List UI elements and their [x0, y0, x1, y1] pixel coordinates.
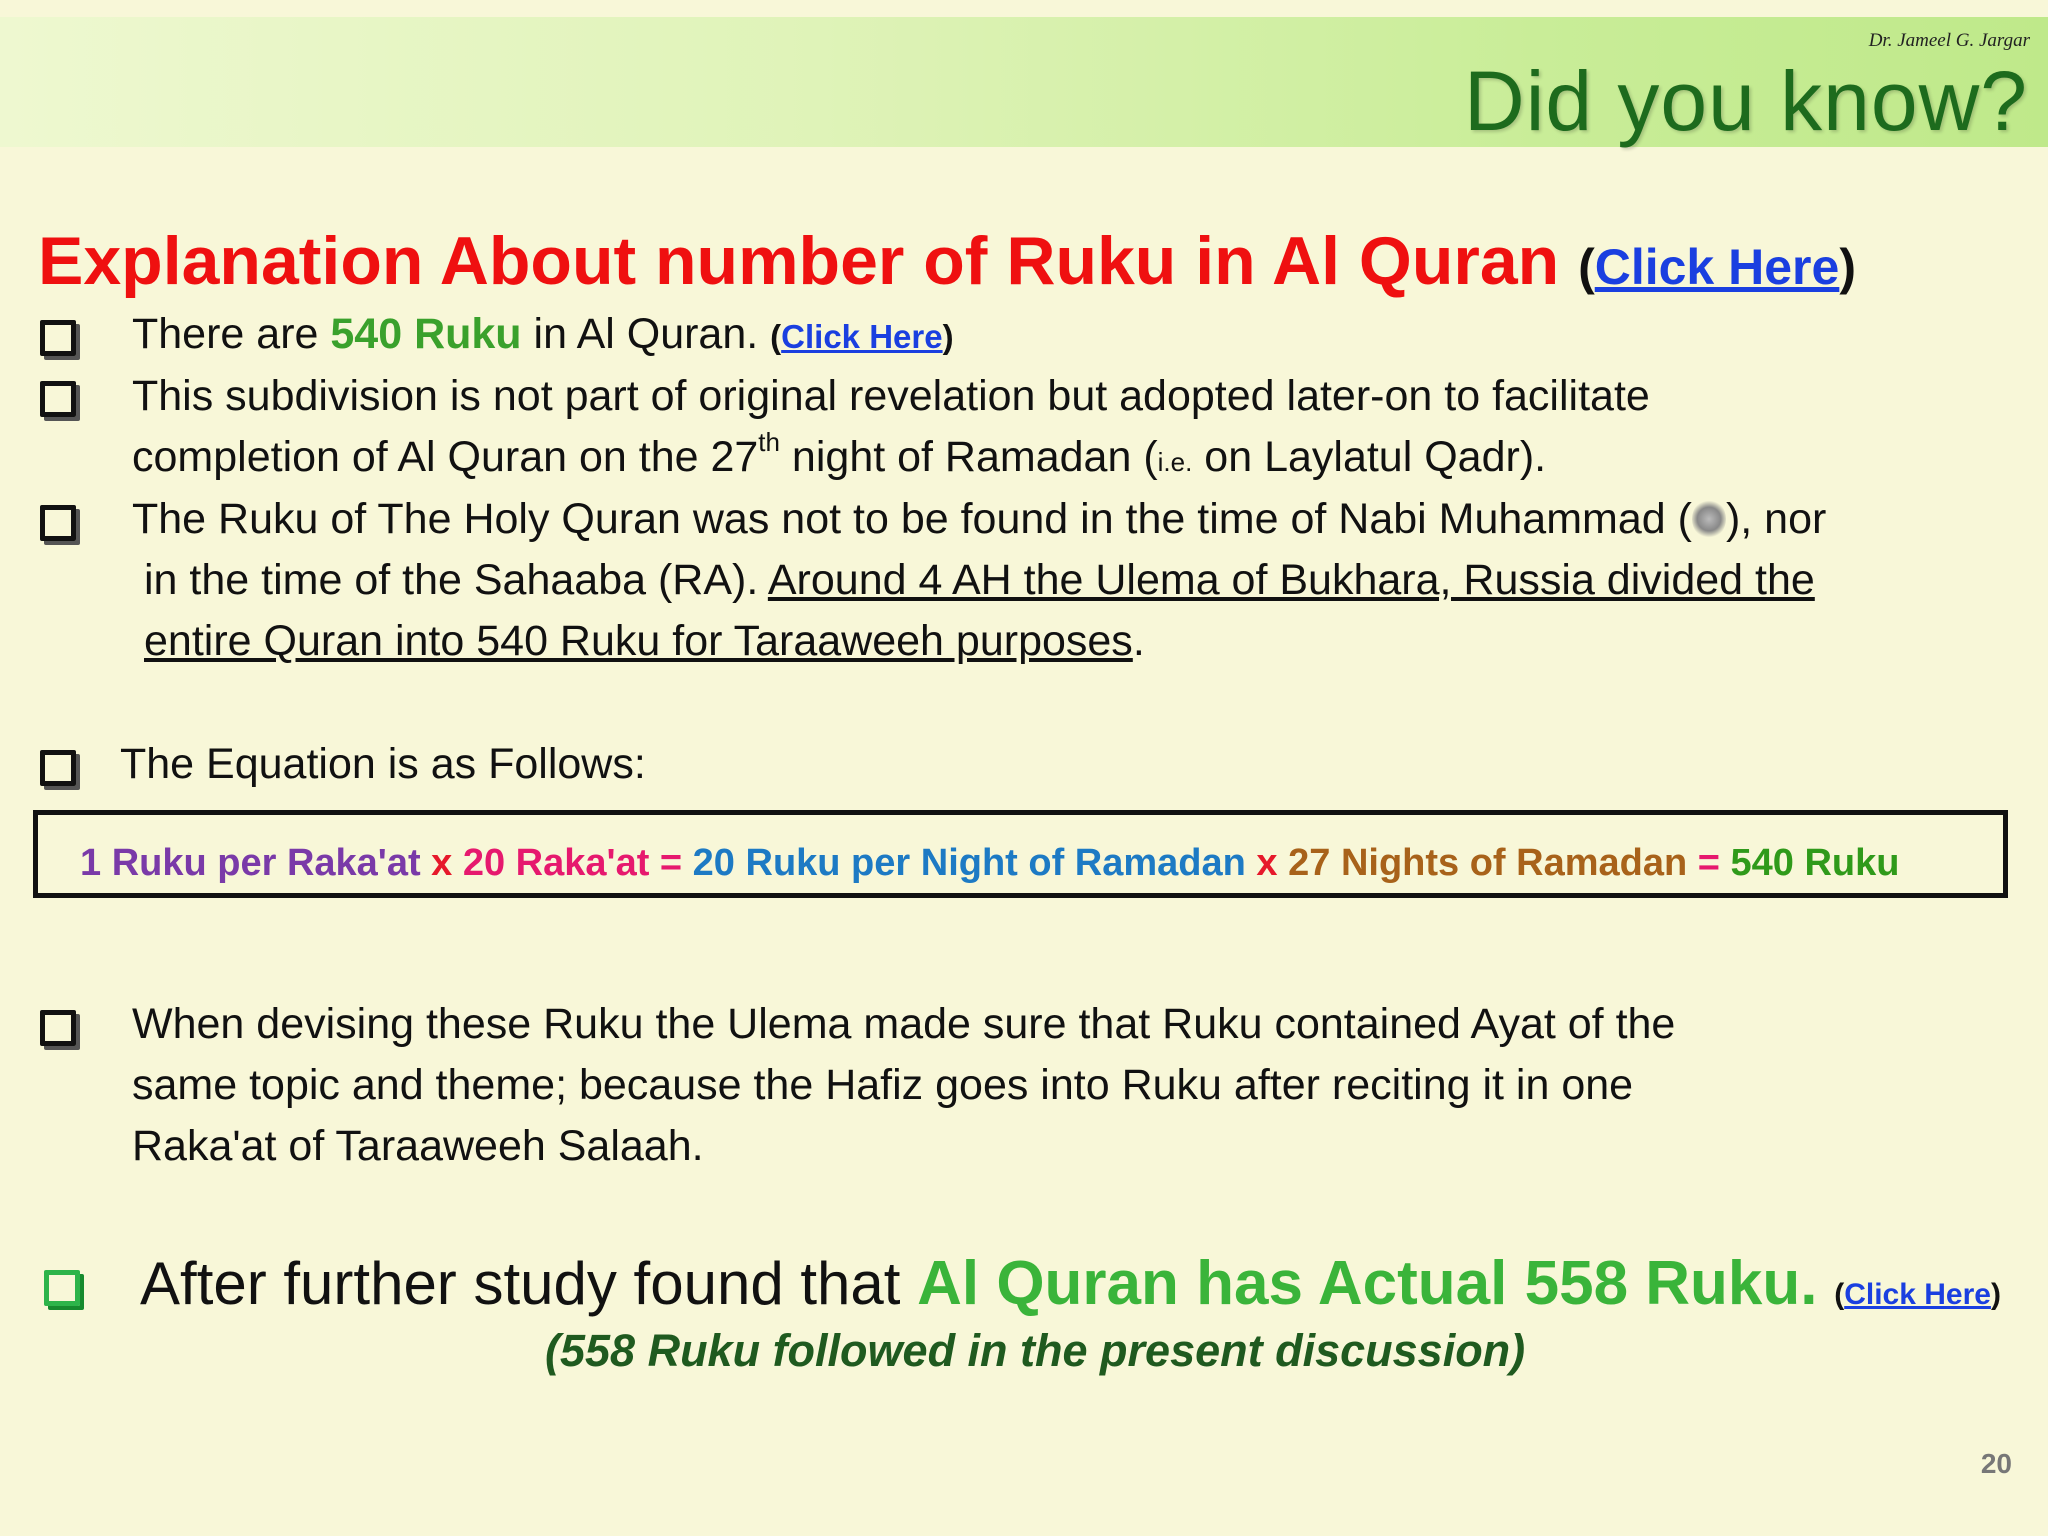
bullet-equation-intro: The Equation is as Follows:: [120, 740, 646, 788]
bullet-subdivision-line1: This subdivision is not part of original revelation but adopted later-on to facilitate: [132, 372, 1650, 420]
heading-click-here-link[interactable]: Click Here: [1594, 239, 1840, 295]
highlight-540-ruku: 540 Ruku: [330, 310, 522, 358]
bullet-ruku-history-line3: entire Quran into 540 Ruku for Taraaweeh purposes.: [144, 617, 1145, 665]
bullet-ulema-line3: Raka'at of Taraaweeh Salaah.: [132, 1122, 704, 1170]
bullet-ulema-line2: same topic and theme; because the Hafiz goes into Ruku after reciting it in one: [132, 1061, 1634, 1109]
bullet-checkbox-icon: [40, 505, 76, 541]
final-statement: After further study found that Al Quran has Actual 558 Ruku. (Click Here): [140, 1249, 2001, 1318]
bullet-checkbox-icon: [40, 1010, 76, 1046]
bullet-ruku-history-line2: in the time of the Sahaaba (RA). Around 4 AH the Ulema of Bukhara, Russia divided the: [144, 556, 1815, 604]
author-credit: Dr. Jameel G. Jargar: [1868, 30, 2030, 51]
bullet-checkbox-green-icon: [44, 1270, 80, 1306]
heading-text: Explanation About number of Ruku in Al Quran: [38, 223, 1560, 299]
equation-text: 1 Ruku per Raka'at x 20 Raka'at = 20 Ruku per Night of Ramadan x 27 Nights of Ramadan = 540 Ruku: [80, 842, 1900, 884]
bullet-subdivision-line2: completion of Al Quran on the 27th night of Ramadan (i.e. on Laylatul Qadr).: [132, 427, 1547, 481]
bullet-checkbox-icon: [40, 320, 76, 356]
bullet-540-ruku: There are 540 Ruku in Al Quran. (Click Here): [132, 310, 954, 358]
bullet1-click-here-link[interactable]: Click Here: [781, 318, 943, 355]
bullet-checkbox-icon: [40, 381, 76, 417]
final-click-here-link[interactable]: Click Here: [1844, 1278, 1991, 1311]
pbuh-calligraphy-icon: [1692, 499, 1726, 539]
slide-title: Did you know?: [1464, 54, 2028, 148]
page-number: 20: [1980, 1448, 2012, 1479]
highlight-558-ruku: Al Quran has Actual 558 Ruku.: [917, 1249, 1818, 1318]
discussion-note: (558 Ruku followed in the present discussion): [545, 1325, 1526, 1376]
bullet-ulema-line1: When devising these Ruku the Ulema made sure that Ruku contained Ayat of the: [132, 1000, 1676, 1048]
slide-header: [0, 17, 2048, 147]
bullet-ruku-history-line1: The Ruku of The Holy Quran was not to be found in the time of Nabi Muhammad ( ), nor: [132, 495, 1827, 543]
section-heading: Explanation About number of Ruku in Al Quran (Click Here): [38, 223, 1856, 299]
bullet-checkbox-icon: [40, 750, 76, 786]
